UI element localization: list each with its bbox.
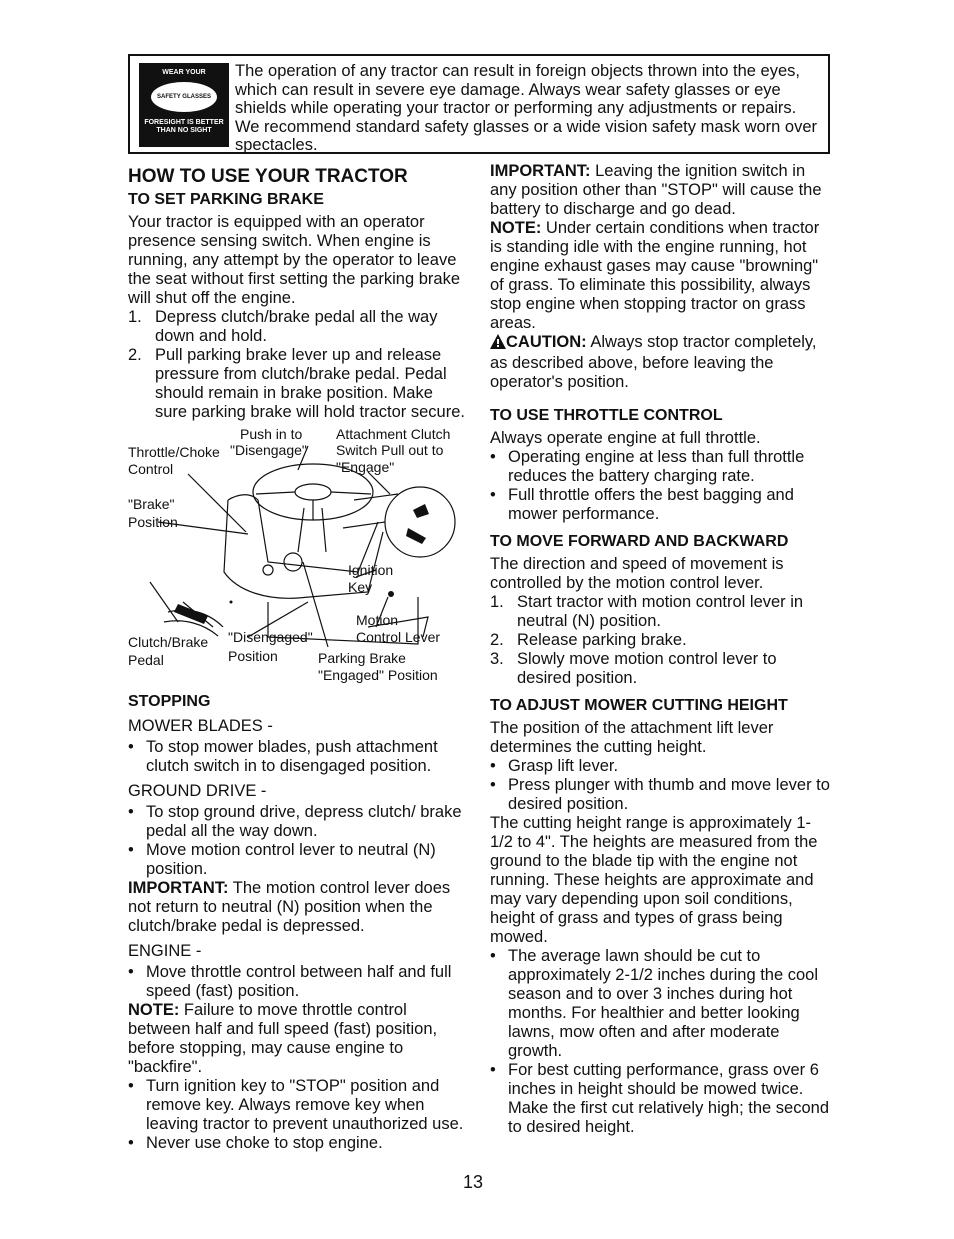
tractor-controls-figure [128, 422, 468, 688]
cutting-height-range: The cutting height range is approximately 1-1/2 to 4". The heights are measured from the ground to the blade tip with the engine not running. These heights are approximate and may vary depending upon soil conditions, height of grass and types of grass being mowed. [490, 814, 818, 946]
cutting-height-intro: The position of the attachment lift lever determines the cutting height. [490, 719, 774, 756]
list-item: 2. Release parking brake. [490, 631, 687, 649]
safety-warning-box [128, 54, 830, 154]
fig-label-position: Position [228, 648, 278, 664]
caution-icon [490, 334, 506, 354]
fig-label-motion: Motion [356, 612, 399, 628]
cutting-height-list [490, 757, 830, 814]
fig-label-disengaged: "Disengaged" [228, 629, 313, 645]
mower-blades-subhead: MOWER BLADES - [128, 717, 273, 735]
browning-note: NOTE: Under certain conditions when tractor is standing idle with the engine running, hot engine exhaust gases may cause "browning" of grass. To eliminate this possibility, always stop engine when stopping tractor on grass areas. [490, 219, 820, 332]
list-item: • For best cutting performance, grass over 6 inches in height should be mowed twice. Make the first cut relatively high; the second to desired height. [490, 1061, 830, 1137]
list-item: 2. Pull parking brake lever up and release pressure from clutch/brake pedal. Pedal should remain in brake position. Make sure parking brake will hold tractor secure. [128, 346, 465, 421]
fig-label-ignition: Ignition [348, 562, 394, 578]
parking-steps [128, 308, 468, 422]
move-intro: The direction and speed of movement is controlled by the motion control lever. [490, 555, 784, 592]
icon-bottom-text: FORESIGHT IS BETTER THAN NO SIGHT [144, 119, 224, 134]
fig-label-parking-brake: Parking Brake [318, 650, 406, 666]
fig-label-throttle: Throttle/Choke [128, 444, 220, 460]
fig-label-clutch-brake: Clutch/Brake [128, 634, 209, 650]
fig-label-pedal: Pedal [128, 652, 164, 668]
list-item: • Press plunger with thumb and move lever to desired position. [490, 776, 830, 814]
safety-glasses-icon [139, 63, 229, 147]
stopping-heading: STOPPING [128, 693, 211, 710]
fig-label-attachment-clutch: Attachment Clutch [336, 426, 451, 442]
fig-label-control-lever: Control Lever [356, 629, 441, 645]
parking-intro: Your tractor is equipped with an operator presence sensing switch. When engine is running, any attempt by the operator to leave the seat without first setting the parking brake will shut off the engine. [128, 213, 461, 307]
list-item: • To stop ground drive, depress clutch/ brake pedal all the way down. [128, 803, 468, 841]
list-item: • The average lawn should be cut to approximately 2-1/2 inches during the cool season and to over 3 inches during hot months. For healthier and better looking lawns, mow often and after moderate growth. [490, 947, 830, 1061]
important-ignition: IMPORTANT: Leaving the ignition switch in any position other than "STOP" will cause the battery to discharge and go dead. [490, 162, 822, 218]
throttle-heading: TO USE THROTTLE CONTROL [490, 407, 723, 424]
list-item: • To stop mower blades, push attachment clutch switch in to disengaged position. [128, 738, 468, 776]
engine-note: NOTE: Failure to move throttle control between half and full speed (fast) position, before stopping, may cause engine to "backfire". [128, 1001, 438, 1076]
ground-drive-list [128, 803, 468, 879]
engine-subhead: ENGINE - [128, 942, 202, 960]
important-note: IMPORTANT: The motion control lever does not return to neutral (N) position when the clutch/brake pedal is depressed. [128, 879, 451, 935]
list-item: • Grasp lift lever. [490, 757, 830, 776]
list-item: 1. Depress clutch/brake pedal all the way down and hold. [128, 308, 438, 345]
list-item: • Move throttle control between half and full speed (fast) position. [128, 963, 468, 1001]
parking-brake-heading: TO SET PARKING BRAKE [128, 191, 324, 208]
right-column [490, 162, 830, 1137]
list-item: • Full throttle offers the best bagging and mower performance. [490, 486, 830, 524]
ground-drive-subhead: GROUND DRIVE - [128, 782, 267, 800]
fig-label-engage: "Engage" [336, 459, 395, 475]
fig-label-switch-pull: Switch Pull out to [336, 442, 444, 458]
engine-list [128, 963, 468, 1001]
list-item: • Turn ignition key to "STOP" position and remove key. Always remove key when leaving tractor to prevent unauthorized use. [128, 1077, 468, 1134]
cutting-height-heading: TO ADJUST MOWER CUTTING HEIGHT [490, 697, 788, 714]
fig-label-key: Key [348, 579, 373, 595]
throttle-intro: Always operate engine at full throttle. [490, 429, 761, 447]
throttle-list [490, 448, 830, 524]
page-number: 13 [463, 1172, 484, 1192]
mower-blades-list [128, 738, 468, 776]
move-steps [490, 593, 830, 688]
fig-label-push-in: Push in to [240, 426, 303, 442]
cutting-height-list-2 [490, 947, 830, 1137]
list-item: • Move motion control lever to neutral (N) position. [128, 841, 468, 879]
list-item: • Operating engine at less than full throttle reduces the battery charging rate. [490, 448, 830, 486]
list-item: 1. Start tractor with motion control lever in neutral (N) position. [490, 593, 804, 630]
section-heading: HOW TO USE YOUR TRACTOR [128, 166, 408, 187]
fig-label-brake: "Brake" [128, 496, 175, 512]
fig-label-brake-position: Position [128, 514, 178, 530]
caution-note: CAUTION: Always stop tractor completely, as described above, before leaving the operator's position. [490, 333, 817, 391]
warning-text: The operation of any tractor can result in foreign objects thrown into the eyes, which can result in severe eye damage. Always wear safety glasses or eye shields while operating your tractor or performing any adjustments or repairs. We recommend standard safety glasses or a wide vision safety mask worn over spectacles. [235, 62, 818, 154]
list-item: • Never use choke to stop engine. [128, 1134, 468, 1153]
move-heading: TO MOVE FORWARD AND BACKWARD [490, 533, 789, 550]
fig-label-engaged-position: "Engaged" Position [318, 667, 438, 683]
icon-mid-text: SAFETY GLASSES [151, 82, 217, 112]
left-column [128, 162, 468, 1153]
engine-list-2 [128, 1077, 468, 1153]
list-item: 3. Slowly move motion control lever to desired position. [490, 650, 777, 687]
icon-top-text: WEAR YOUR [162, 69, 206, 76]
fig-label-control: Control [128, 461, 174, 477]
fig-label-disengage: "Disengage" [230, 442, 307, 458]
